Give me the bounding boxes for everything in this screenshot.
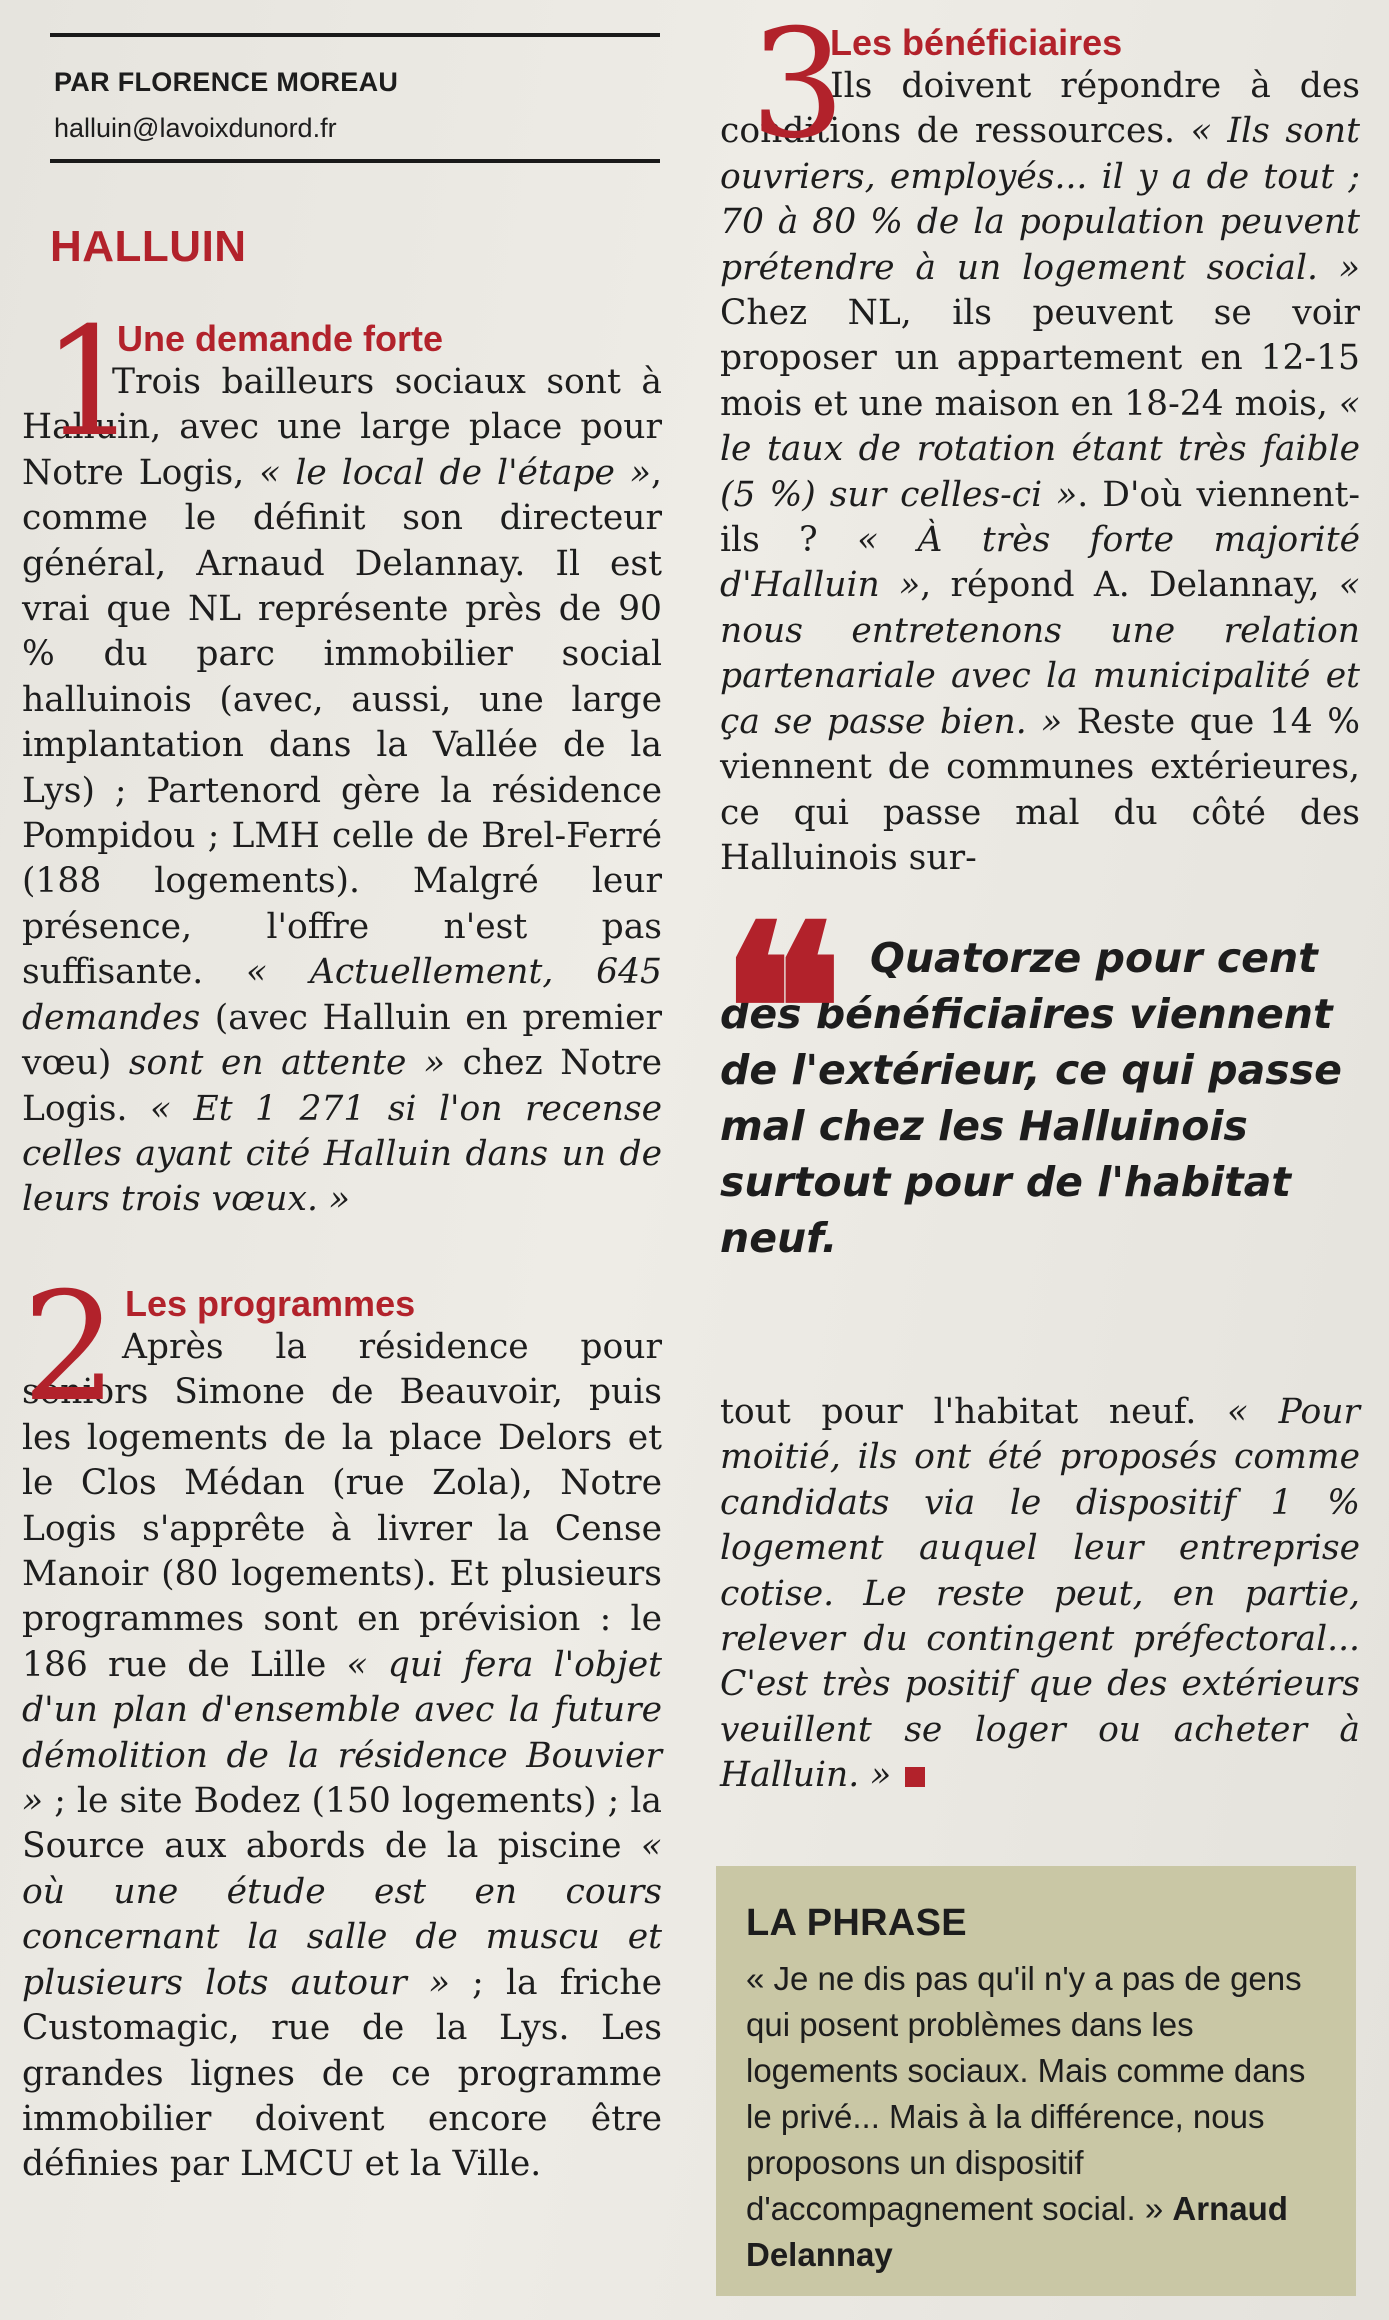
la-phrase-box [716, 1866, 1356, 2296]
quoted-text: « Actuellement, 645 demandes [22, 952, 662, 1038]
body-text: Reste que 14 % viennent de communes extérieures, ce qui passe mal du côté des Halluinois sur- [720, 701, 1360, 878]
body-text: , répond A. Delannay, [920, 565, 1339, 606]
end-mark-icon [905, 1767, 925, 1787]
section-title: Les programmes [125, 1283, 416, 1324]
la-phrase-heading: LA PHRASE [746, 1902, 967, 1944]
body-text: tout pour l'habitat neuf. [720, 1392, 1227, 1432]
body-text: Après la résidence pour seniors Simone de Beauvoir, puis les logements de la place Delors et le Clos Médan (rue Zola), Notre Logis s'apprête à livrer la Cense Manoir (80 logements). Et plusieurs programmes sont en prévision : le 186 rue de Lille [22, 1327, 662, 1685]
body-text: ; le site Bodez (150 logements) ; la Source aux abords de la piscine [22, 1781, 662, 1867]
quoted-text: « Ils sont ouvriers, employés... il y a de tout ; 70 à 80 % de la population peuvent prétendre à un logement social. » [720, 111, 1360, 288]
body-text: , comme le définit son directeur général, Arnaud Delannay. Il est vrai que NL représente près de 90 % du parc immobilier social halluinois (avec, aussi, une large implantation dans la Vallée de la Lys) ; Partenord gère la résidence Pompidou ; LMH celle de Brel-Ferré (188 logements). Malgré leur présence, l'offre n'est pas suffisante. [22, 452, 662, 993]
article-continuation [720, 1390, 1360, 1799]
la-phrase-quote [746, 1956, 1336, 2278]
quoted-text: « où une étude est en cours concernant la salle de muscu et plusieurs lots autour » [22, 1826, 662, 2003]
quoted-text: sont en attente » [128, 1043, 446, 1084]
body-text: chez Notre Logis. [22, 1043, 663, 1129]
location-heading: HALLUIN [50, 222, 247, 271]
quoted-text: « À très forte majorité d'Halluin » [720, 520, 1360, 606]
body-text: (avec Halluin en premier vœu) [22, 997, 662, 1084]
quoted-text: « le local de l'étape » [259, 452, 652, 493]
quoted-text: « le taux de rotation étant très faible (5 %) sur celles-ci » [720, 383, 1360, 515]
body-text: Chez NL, ils peuvent se voir proposer un appartement en 12-15 mois et une maison en 18-24 mois, [720, 293, 1360, 424]
body-text: . D'où viennent-ils ? [720, 474, 1360, 561]
byline [50, 33, 660, 163]
section-2 [22, 1261, 662, 2188]
continuation-body [720, 1390, 1360, 1799]
section-title: Les bénéficiaires [830, 22, 1123, 63]
quoted-text: « Pour moitié, ils ont été proposés comme candidats via le dispositif 1 % logement auquel leur entreprise cotise. Le reste peut, en partie, relever du contingent préfectoral... C'est très positif que des extérieurs veuillent se loger ou acheter à Halluin. » [720, 1392, 1360, 1796]
la-phrase-author: Arnaud Delannay [746, 2190, 1288, 2273]
body-text: Ils doivent répondre à des conditions de ressources. [720, 66, 1360, 152]
section-3 [720, 0, 1360, 881]
body-text: ; la friche Customagic, rue de la Lys. Les grandes lignes de ce programme immobilier doivent encore être définies par LMCU et la Ville. [22, 1962, 662, 2185]
quoted-text: « Et 1 271 si l'on recense celles ayant cité Halluin dans un de leurs trois vœux. » [22, 1088, 662, 1220]
quoted-text: « qui fera l'objet d'un plan d'ensemble avec la future démolition de la résidence Bouvier » [22, 1644, 662, 1822]
section-body [22, 1283, 662, 2188]
section-title: Une demande forte [117, 318, 444, 359]
section-1 [22, 296, 663, 1223]
byline-author: PAR FLORENCE MOREAU [54, 67, 399, 97]
la-phrase-text: « Je ne dis pas qu'il n'y a pas de gens qui posent problèmes dans les logements sociaux. Mais comme dans le privé... Mais à la différence, nous proposons un dispositif d'accompagnement social. » [746, 1960, 1306, 2227]
pull-quote-text: Quatorze pour cent des bénéficiaires viennent de l'extérieur, ce qui passe mal chez les Halluinois surtout pour de l'habitat neuf. [720, 934, 1342, 1262]
section-number: 2 [22, 1261, 118, 1435]
pull-quote [720, 875, 1360, 1266]
section-number: 3 [750, 0, 846, 172]
body-text: Trois bailleurs sociaux sont à Halluin, avec une large place pour Notre Logis, [22, 362, 662, 493]
quoted-text: « nous entretenons une relation partenariale avec la municipalité et ça se passe bien. » [720, 565, 1360, 742]
quote-mark-icon: ❝ [720, 875, 844, 1145]
byline-email[interactable]: halluin@lavoixdunord.fr [54, 113, 337, 143]
section-number: 1 [42, 296, 138, 470]
